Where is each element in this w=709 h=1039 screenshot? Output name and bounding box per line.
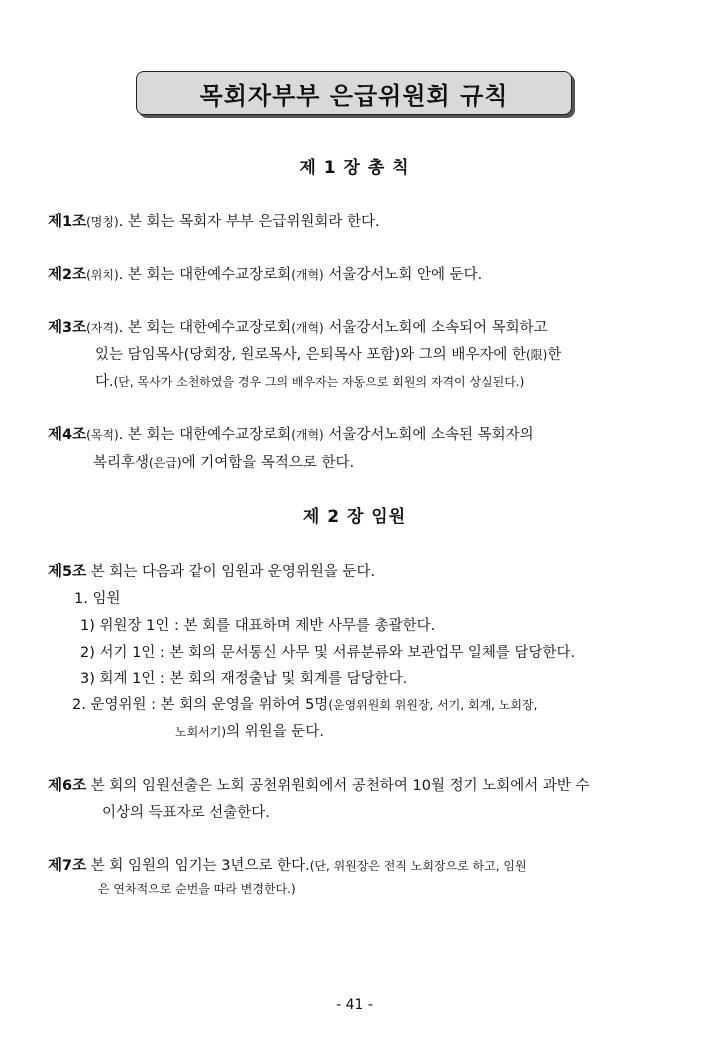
article-7-line-2 [98,880,296,897]
article-7-line-1 [48,854,527,875]
title-box [136,71,572,115]
article-paren: (목적) [86,428,119,442]
chapter-1-heading: 제 1 장 총 칙 [299,158,410,178]
article-paren: 은 연차적으로 순번을 따라 변경한다.) [98,882,296,896]
article-paren: (위치) [86,268,119,282]
page-number: - 41 - [336,997,373,1013]
article-5-item-1: 1. 임원 [74,591,121,607]
article-text: 복리후생 [93,455,150,471]
article-text: 다. [95,374,114,390]
article-text: 서울강서노회 안에 둔다. [323,267,483,283]
article-label: 제2조 [48,267,87,283]
article-text: 본 회 임원의 임기는 3년으로 한다. [86,858,310,874]
document-title: 목회자부부 은급위원회 규칙 [199,81,509,110]
article-label: 제3조 [48,320,87,336]
article-5-sub-2: 2) 서기 1인 : 본 회의 문서통신 사무 및 서류분류와 보관업무 일체를 담당한다. [80,645,576,661]
article-5-sub-1: 1) 위원장 1인 : 본 회를 대표하며 제반 사무를 총괄한다. [80,618,436,634]
article-paren: (개혁) [291,321,324,335]
article-5-sub-3: 3) 회계 1인 : 본 회의 재정출납 및 회계를 담당한다. [80,671,408,687]
article-text: . 본 회는 대한예수교장로회 [118,320,292,336]
article-label: 제1조 [48,214,87,230]
article-3-line-3 [95,370,524,391]
article-6-line-1 [48,774,589,795]
article-text: 한 [547,347,562,363]
article-note: (단, 목사가 소천하였을 경우 그의 배우자는 자동으로 회원의 자격이 상실된다.) [113,375,525,389]
article-5-item-2 [72,693,537,714]
article-text: 본 회는 다음과 같이 임원과 운영위원을 둔다. [86,564,376,580]
article-paren: (명칭) [86,215,119,229]
article-label: 제6조 [48,778,87,794]
article-text: . 본 회는 목회자 부부 은급위원회라 한다. [118,214,380,230]
article-label: 제7조 [48,858,87,874]
article-text: 서울강서노회에 소속되어 목회하고 [323,320,548,336]
article-2 [48,263,482,284]
article-text: 서울강서노회에 소속된 목회자의 [323,427,534,443]
article-3-line-2 [95,343,561,364]
article-paren: (개혁) [291,268,324,282]
article-text: 에 기여함을 목적으로 한다. [181,455,355,471]
article-5 [48,560,375,581]
article-5-item-2-cont [175,720,324,741]
article-4-line-2 [93,451,354,472]
article-text: 의 위원을 둔다. [226,724,324,740]
chapter-2-heading: 제 2 장 임원 [302,507,407,527]
article-paren: (은급) [149,456,182,470]
article-text: 본 회의 임원선출은 노회 공천위원회에서 공천하여 10월 정기 노회에서 과반 수 [86,778,590,794]
article-text: 2. 운영위원 : 본 회의 운영을 위하여 5명 [72,697,329,713]
article-text: . 본 회는 대한예수교장로회 [118,267,292,283]
article-text: 있는 담임목사(당회장, 원로목사, 은퇴목사 포함)와 그의 배우자에 한 [95,347,526,363]
article-label: 제5조 [48,564,87,580]
article-paren: (限) [525,348,548,362]
article-6-line-2: 이상의 득표자로 선출한다. [102,805,270,821]
article-paren: (자격) [86,321,119,335]
article-label: 제4조 [48,427,87,443]
article-1 [48,210,380,231]
article-4-line-1 [48,423,534,444]
article-paren: (운영위원회 위원장, 서기, 회계, 노회장, [328,698,538,712]
article-paren: 노회서기) [175,725,227,739]
article-text: . 본 회는 대한예수교장로회 [118,427,292,443]
article-paren: (개혁) [291,428,324,442]
article-paren: (단, 위원장은 전직 노회장으로 하고, 임원 [309,859,527,873]
article-3-line-1 [48,316,548,337]
